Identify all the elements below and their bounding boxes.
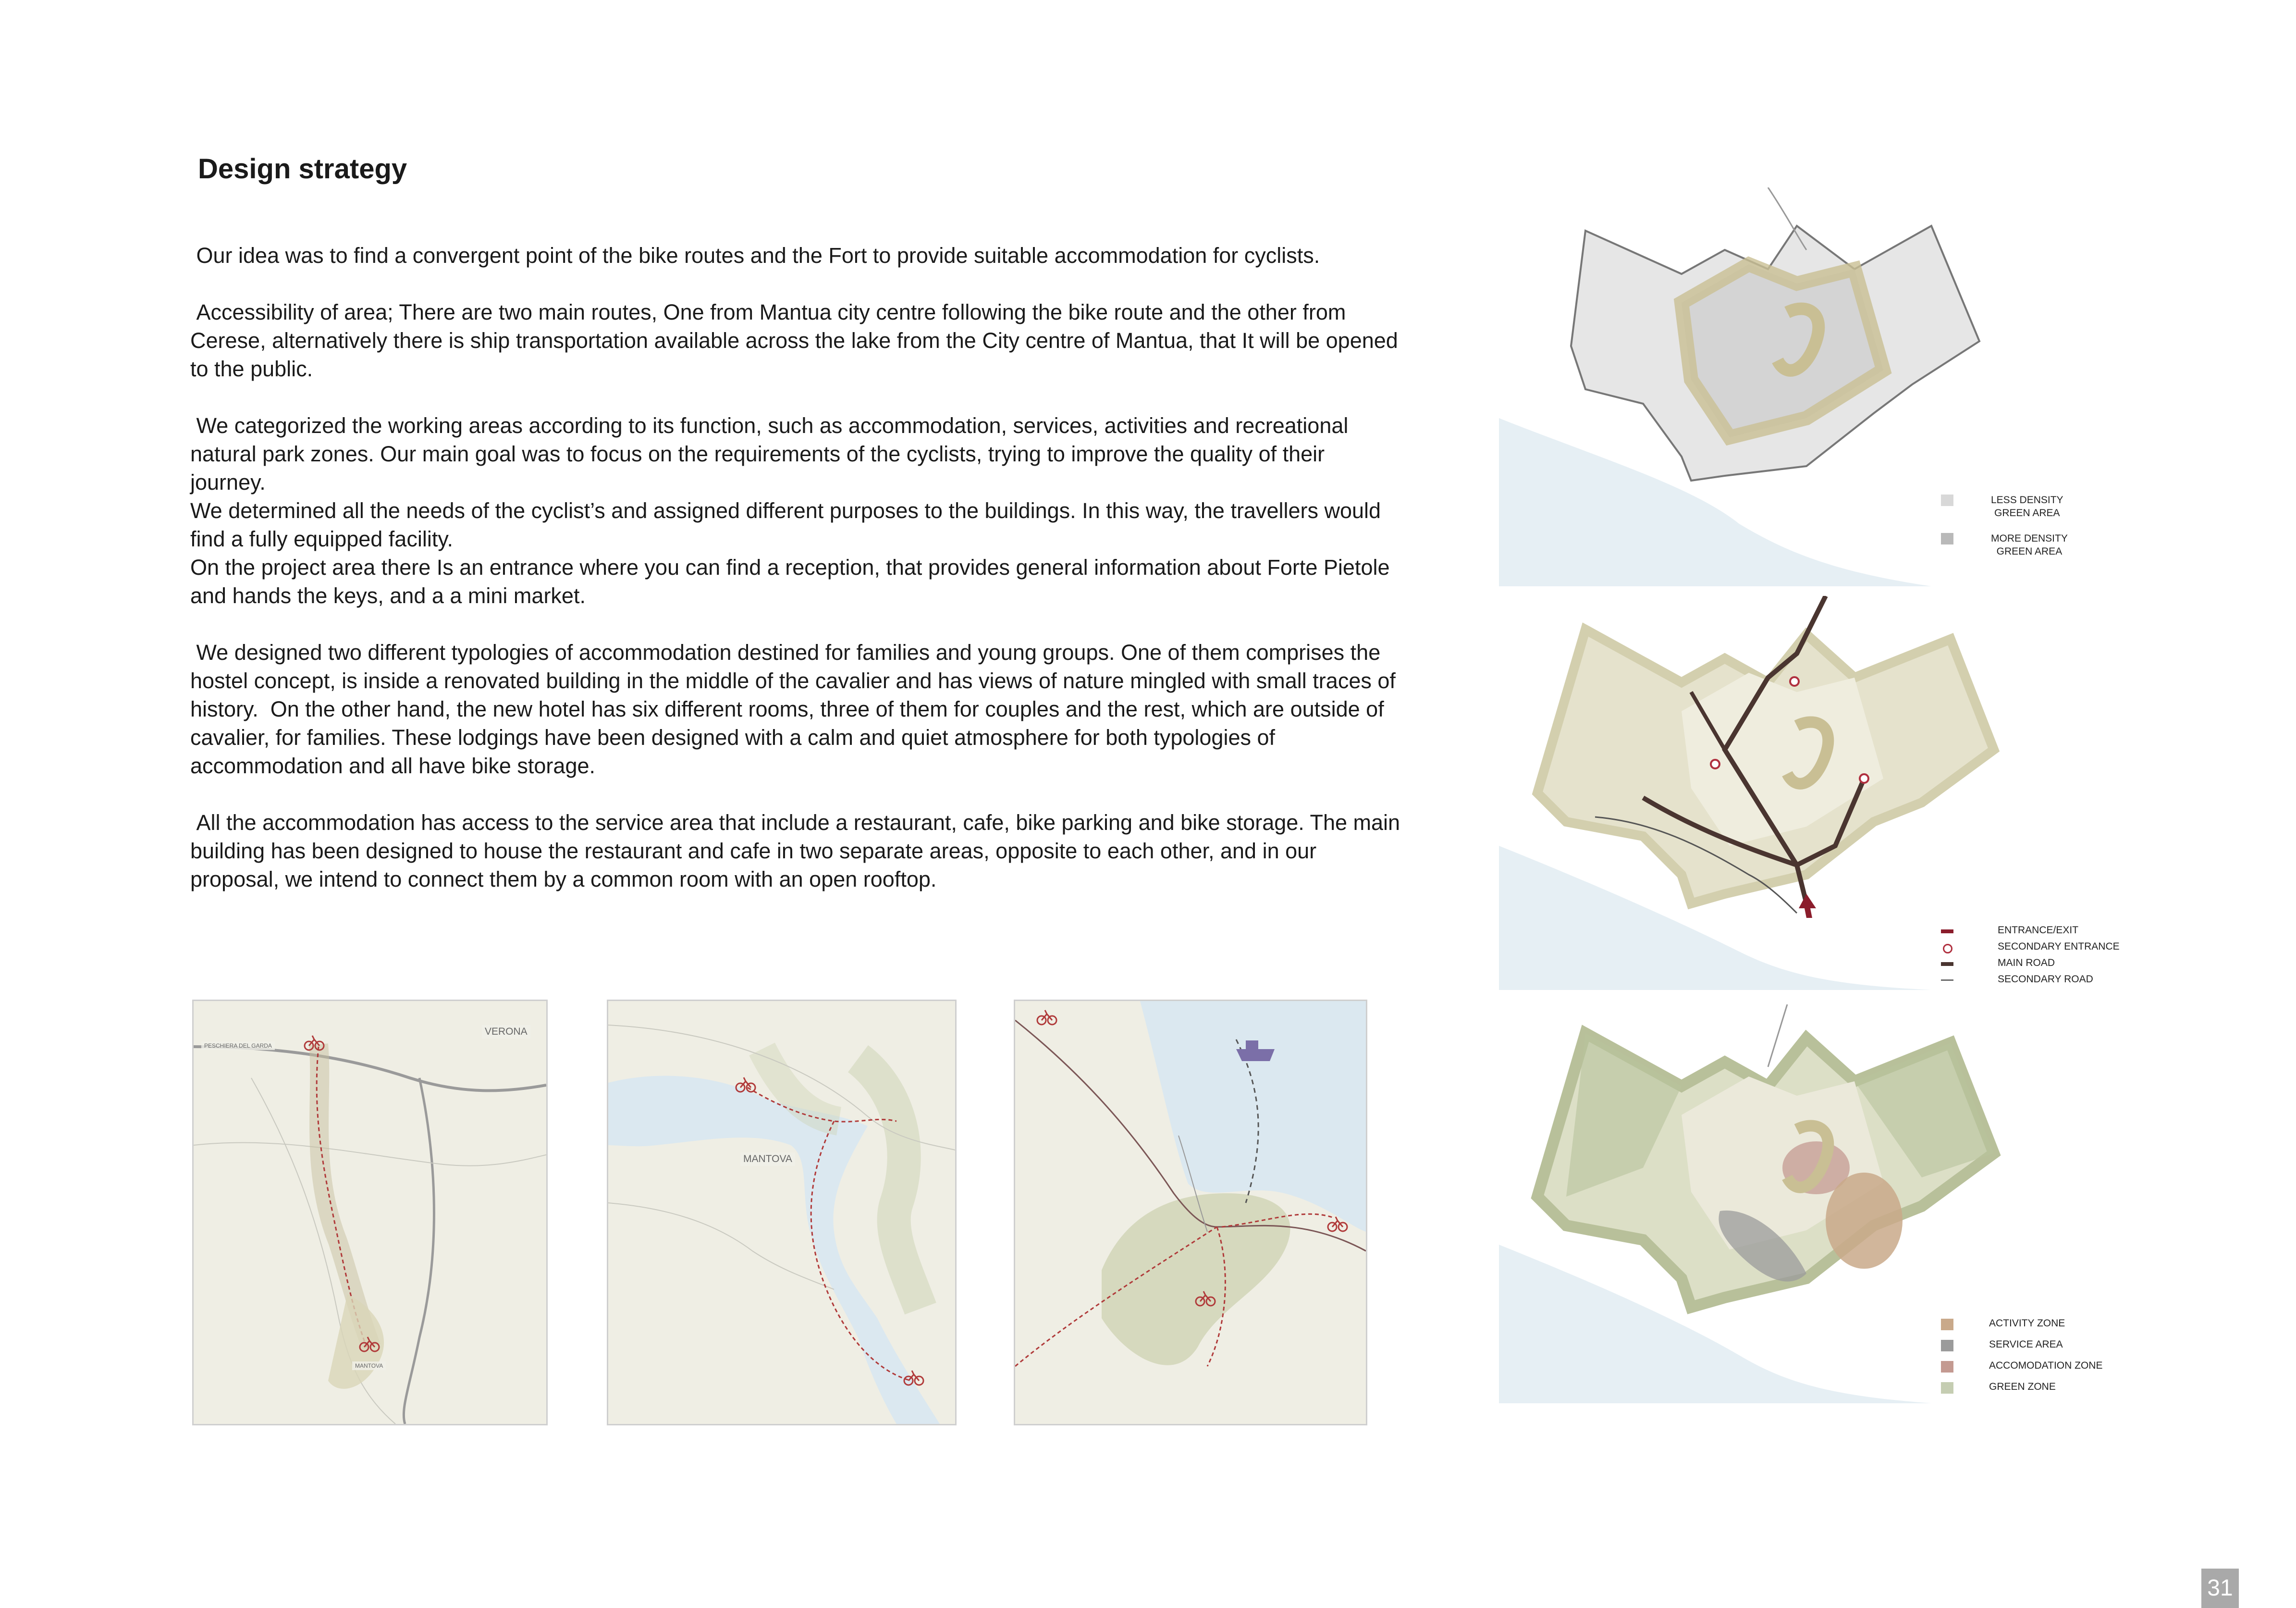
paragraph-entrance: On the project area there Is an entrance where you can find a reception, that provides general information about Forte Pietole and hands the keys, and a a mini market. — [190, 555, 1396, 608]
map-label-start: PESCHIERA DEL GARDA — [201, 1041, 275, 1050]
main-road-icon — [1941, 962, 1953, 966]
paragraph-service-area: All the accommodation has access to the service area that include a restaurant, cafe, bike parking and bike storage. The main building has been designed to house the restaurant and cafe in two separate areas, opposite to each other, and in our proposal, we intend to connect them by a common room with an open rooftop. — [190, 810, 1406, 891]
legend-swatch-green — [1941, 1382, 1953, 1394]
legend-swatch-activity — [1941, 1319, 1953, 1330]
fort-zones-svg — [1499, 1004, 2018, 1403]
fort-plan-access — [1499, 596, 2018, 990]
legend-swatch-accomodation — [1941, 1361, 1953, 1373]
legend-label-secondary-road: SECONDARY ROAD — [1998, 974, 2093, 985]
map-regional-route — [192, 1000, 548, 1425]
map-lake-crossing — [1014, 1000, 1367, 1425]
map-label-verona: VERONA — [482, 1025, 530, 1039]
page-title: Design strategy — [198, 153, 407, 185]
legend-swatch-more-density — [1941, 533, 1953, 544]
map-label-end: MANTOVA — [352, 1361, 386, 1370]
paragraph-typologies: We designed two different typologies of accommodation destined for families and young groups. One of them comprises the hostel concept, is inside a renovated building in the middle of the cavalier and has views of nature mingled with small traces of history. On the other hand, the new hotel has six different rooms, three of them for couples and the rest, which are outside of cavalier, for families. These lodgings have been designed with a calm and quiet atmosphere for both typologies of accommodation and all have bike storage. — [190, 640, 1402, 778]
map-mantova-lakes — [607, 1000, 957, 1425]
entrance-arrow-icon — [1799, 894, 1816, 918]
fort-plan-zones — [1499, 1004, 2018, 1403]
page-number: 31 — [2201, 1569, 2239, 1608]
legend-label-activity: ACTIVITY ZONE — [1989, 1318, 2065, 1329]
fort-access-svg — [1499, 596, 2018, 990]
legend-swatch-service — [1941, 1340, 1953, 1351]
map-crossing-svg — [1015, 1001, 1366, 1424]
paragraph-needs: We determined all the needs of the cyclist’s and assigned different purposes to the buildings. In this way, the travellers would find a fully equipped facility. — [190, 498, 1387, 551]
paragraph-accessibility: Accessibility of area; There are two main routes, One from Mantua city centre following the bike route and the other from Cerese, alternatively there is ship transportation available across the lake from the City centre of Mantua, that It will be opened to the public. — [190, 300, 1404, 381]
secondary-entrance-icon — [1943, 944, 1952, 953]
paragraph-intro: Our idea was to find a convergent point of the bike routes and the Fort to provide suitable accommodation for cyclists. — [190, 243, 1320, 268]
fort-density-svg — [1499, 187, 2018, 586]
entrance-arrow-icon — [1941, 929, 1953, 933]
legend-label-accomodation: ACCOMODATION ZONE — [1989, 1360, 2103, 1371]
legend-label-secondary-entrance: SECONDARY ENTRANCE — [1998, 941, 2120, 952]
legend-label-less-density: LESS DENSITY GREEN AREA — [1991, 495, 2063, 519]
map-regional-svg — [194, 1001, 546, 1424]
map-label-mantova: MANTOVA — [740, 1152, 795, 1166]
secondary-road-icon — [1941, 979, 1953, 981]
legend-label-green: GREEN ZONE — [1989, 1381, 2056, 1392]
legend-label-more-density: MORE DENSITY GREEN AREA — [1991, 533, 2068, 557]
legend-label-entrance: ENTRANCE/EXIT — [1998, 925, 2079, 936]
body-text — [190, 241, 1406, 922]
legend-swatch-less-density — [1941, 495, 1953, 506]
legend-label-service: SERVICE AREA — [1989, 1339, 2063, 1350]
legend-label-main-road: MAIN ROAD — [1998, 957, 2055, 968]
map-mantova-svg — [608, 1001, 955, 1424]
paragraph-categorized: We categorized the working areas according to its function, such as accommodation, services, activities and recreational natural park zones. Our main goal was to focus on the requirements of the cyclists, trying to improve the quality of their journey. — [190, 413, 1354, 495]
fort-plan-density — [1499, 187, 2018, 586]
